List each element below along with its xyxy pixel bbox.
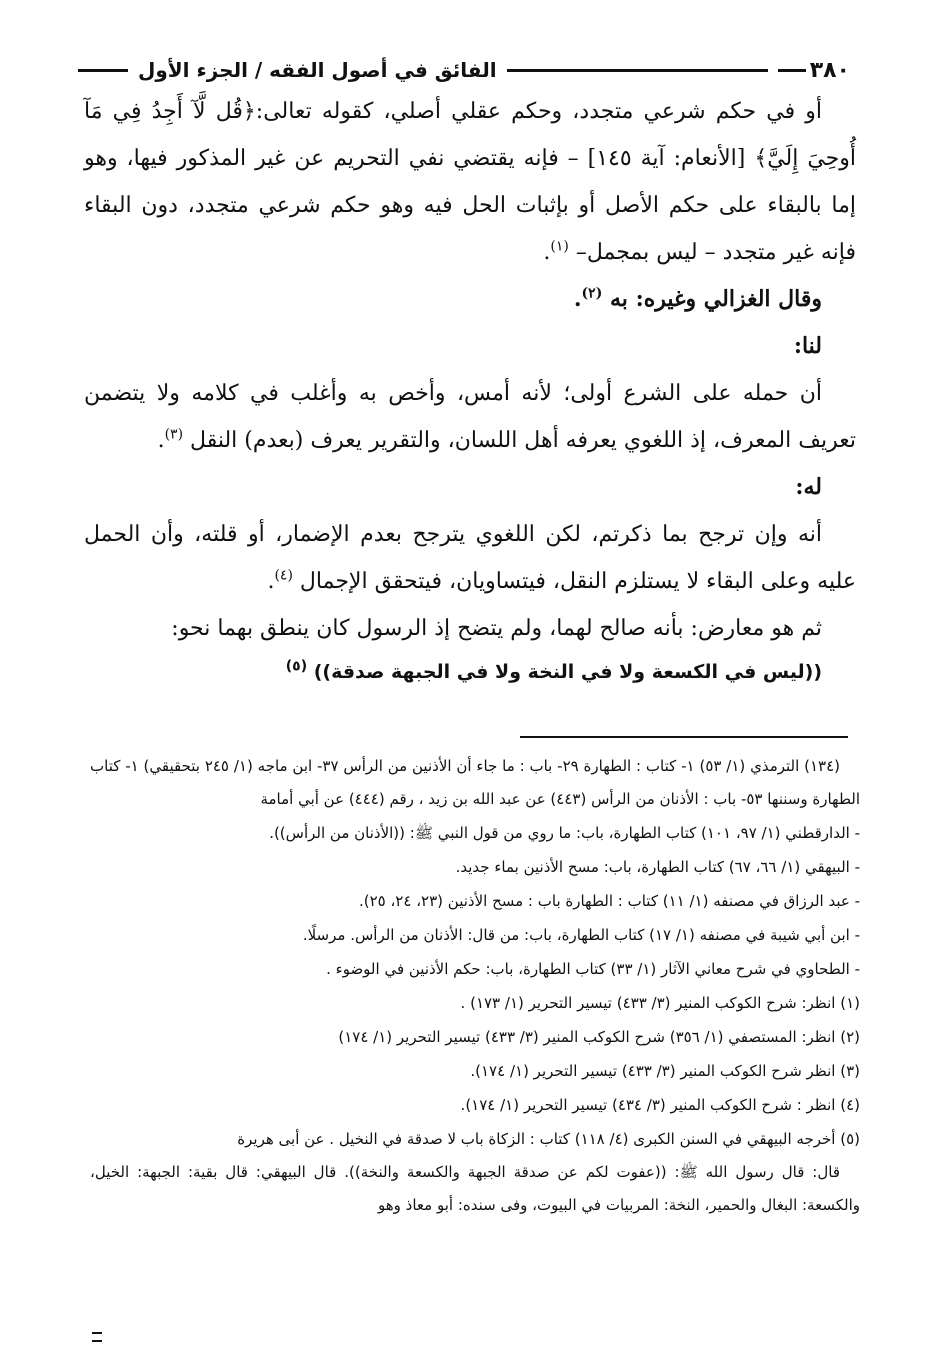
footnote-item: - الطحاوي في شرح معاني الآثار (١/ ٣٣) كتاب الطهارة، باب: حكم الأذنين في الوضوء . (326, 960, 860, 978)
footnote-item: قال: قال رسول الله ﷺ: ((عفوت لكم عن صدقة الجبهة والكسعة والنخة)). قال البيهقي: قال بقية: الجبهة: الخيل، والكسعة: البغال والحمير، النخة: المربيات في البيوت، وفى سنده: أبو معاذ وهو (90, 1163, 860, 1214)
hadith-quote (84, 652, 856, 692)
footnote-item: - الدارقطني (١/ ٩٧، ١٠١) كتاب الطهارة، باب: ما روي من قول النبي ﷺ: ((الأذنان من الرأس)). (269, 824, 860, 842)
page-number (778, 58, 850, 83)
footnote-item: (٤) انظر : شرح الكوكب المنير (٣/ ٤٣٤) تيسير التحرير (١/ ١٧٤). (460, 1096, 860, 1114)
book-title: الفائق في أصول الفقه / الجزء الأول (138, 58, 497, 82)
footnote-item: (٥) أخرجه البيهقي في السنن الكبرى (٤/ ١١٨) كتاب : الزكاة باب لا صدقة في النخيل . عن أبى هريرة (237, 1130, 860, 1148)
footnote-item: - ابن أبي شيبة في مصنفه (١/ ١٧) كتاب الطهارة، باب: من قال: الأذنان من الرأس. مرسلًا. (302, 926, 860, 944)
header-rule (507, 69, 768, 72)
footnote-ref-3[interactable]: (٣) (164, 426, 184, 443)
heading-lana: لنا: (793, 333, 822, 359)
footnote-ref-4[interactable]: (٤) (274, 567, 293, 584)
footnote-separator (520, 736, 848, 738)
header-right (778, 58, 850, 83)
footnote-ref-2[interactable]: (٢) (581, 285, 603, 302)
footnote-ref-5[interactable]: (٥) (285, 658, 308, 675)
paragraph-3-text: أن حمله على الشرع أولى؛ لأنه أمس، وأخص به وأغلب في كلامه ولا يتضمن تعريف المعرف، إذ اللغوي يعرفه أهل اللسان، والتقرير يعرف (بعدم) النقل (84, 381, 856, 453)
footnotes (90, 750, 860, 1222)
footnote-item: (١) انظر: شرح الكوكب المنير (٣/ ٤٣٣) تيسير التحرير (١/ ١٧٣) . (460, 994, 860, 1012)
paragraph-2: وقال الغزالي وغيره: به $^{(٢)}$. (573, 285, 822, 312)
footnote-item: - البيهقي (١/ ٦٦، ٦٧) كتاب الطهارة، باب: مسح الأذنين بماء جديد. (455, 858, 860, 876)
heading-lahu: له: (795, 474, 822, 500)
page-header (78, 50, 850, 90)
paragraph-3: أن حمله على الشرع أولى؛ لأنه أمس، وأخص به وأغلب في كلامه ولا يتضمن تعريف المعرف، إذ اللغوي يعرفه أهل اللسان، والتقرير يعرف (بعدم) النقل $^{(٣)}$. (84, 381, 856, 453)
header-left (78, 58, 497, 82)
paragraph-1: أو في حكم شرعي متجدد، وحكم عقلي أصلي، كقوله تعالى:﴿قُل لَّآ أَجِدُ فِي مَآ أُوحِيَ إِلَيَّ﴾ [الأنعام: آية ١٤٥] – فإنه يقتضي نفي التحريم عن غير المذكور فيها، وهو إما بالبقاء على حكم الأصل أو بإثبات الحل فيه وهو حكم شرعي متجدد، دون البقاء فإنه غير متجدد – ليس بمجمل– $^{(١)}$. (84, 99, 856, 265)
main-text (84, 88, 856, 692)
footnote-item: (٢) انظر: المستصفي (١/ ٣٥٦) شرح الكوكب المنير (٣/ ٤٣٣) تيسير التحرير (١/ ١٧٤) (338, 1028, 860, 1046)
footnote-ref-1[interactable]: (١) (550, 238, 569, 255)
hadith-text: ((ليس في الكسعة ولا في النخة ولا في الجبهة صدقة)) (313, 661, 822, 683)
footnote-item: (١٣٤) الترمذي (١/ ٥٣) ١- كتاب : الطهارة ٢٩- باب : ما جاء أن الأذنين من الرأس ٣٧- ابن ماجه (١/ ٢٤٥ بتحقيقي) ١- كتاب الطهارة وسننها ٥٣- باب : الأذنان من الرأس (٤٤٣) عن عبد الله بن زيد ، رقم (٤٤٤) عن أبي أمامة (90, 757, 860, 808)
paragraph-1-text: أو في حكم شرعي متجدد، وحكم عقلي أصلي، كقوله تعالى:﴿قُل لَّآ أَجِدُ فِي مَآ أُوحِيَ إِلَيَّ﴾ [الأنعام: آية ١٤٥] – فإنه يقتضي نفي التحريم عن غير المذكور فيها، وهو إما بالبقاء على حكم الأصل أو بإثبات الحل فيه وهو حكم شرعي متجدد، دون البقاء فإنه غير متجدد – ليس بمجمل– (84, 99, 856, 265)
paragraph-4: أنه وإن ترجح بما ذكرتم، لكن اللغوي يترجح بعدم الإضمار، أو قلته، وأن الحمل عليه وعلى البقاء لا يستلزم النقل، فيتساويان، فيتحقق الإجمال $^{(٤)}$. (84, 522, 856, 594)
title-rule (78, 69, 128, 72)
paragraph-5: ثم هو معارض: بأنه صالح لهما، ولم يتضح إذ الرسول كان ينطق بهما نحو: (171, 616, 822, 641)
page-number-dash (778, 69, 806, 72)
footnote-item: (٣) انظر شرح الكوكب المنير (٣/ ٤٣٣) تيسير التحرير (١/ ١٧٤). (470, 1062, 860, 1080)
footnote-item: - عبد الرزاق في مصنفه (١/ ١١) كتاب : الطهارة باب : مسح الأذنين (٢٣، ٢٤، ٢٥). (358, 892, 860, 910)
continuation-mark (92, 1332, 102, 1342)
paragraph-4-text: أنه وإن ترجح بما ذكرتم، لكن اللغوي يترجح بعدم الإضمار، أو قلته، وأن الحمل عليه وعلى البقاء لا يستلزم النقل، فيتساويان، فيتحقق الإجمال (84, 522, 856, 594)
paragraph-2-text: وقال الغزالي وغيره: به (610, 286, 822, 312)
page-number-text: ٣٨٠ (809, 57, 850, 83)
